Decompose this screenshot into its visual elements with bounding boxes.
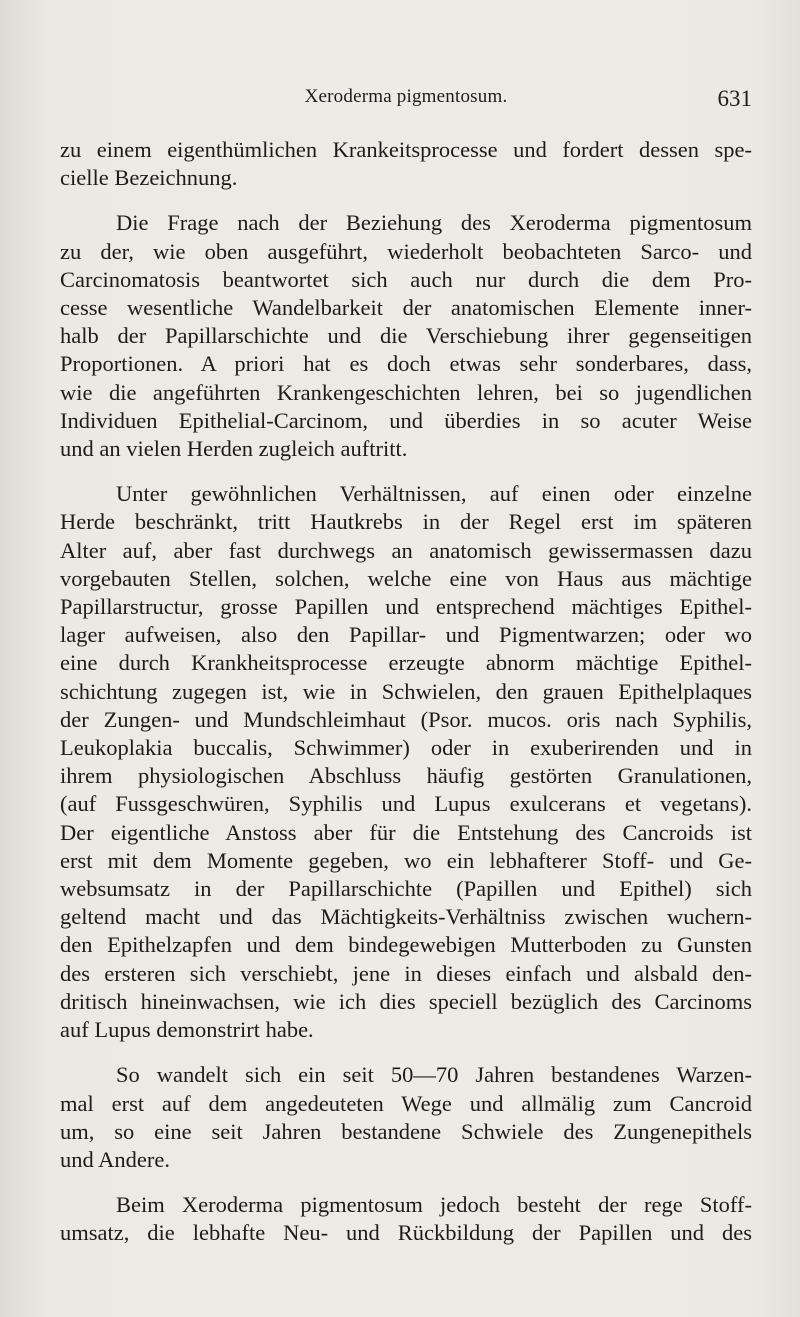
text-line: Der eigentliche Anstoss aber für die Entstehung des Cancroids ist	[60, 819, 752, 845]
text-line: Carcinomatosis beantwortet sich auch nur durch die dem Pro-	[60, 266, 752, 292]
text-line: vorgebauten Stellen, solchen, welche eine von Haus aus mächtige	[60, 565, 752, 591]
text-line: Proportionen. A priori hat es doch etwas sehr sonderbares, dass,	[60, 351, 752, 377]
text-line: umsatz, die lebhafte Neu- und Rückbildung der Papillen und des	[60, 1220, 752, 1246]
body-text	[60, 136, 752, 1248]
text-line: des ersteren sich verschiebt, jene in dieses einfach und alsbald den-	[60, 960, 752, 986]
text-line: lager aufweisen, also den Papillar- und Pigmentwarzen; oder wo	[60, 622, 752, 648]
text-line: dritisch hineinwachsen, wie ich dies speciell bezüglich des Carcinoms	[60, 988, 752, 1014]
text-line: Herde beschränkt, tritt Hautkrebs in der Regel erst im späteren	[60, 509, 752, 535]
text-line: Beim Xeroderma pigmentosum jedoch besteht der rege Stoff-	[116, 1192, 752, 1218]
text-line: halb der Papillarschichte und die Verschiebung ihrer gegenseitigen	[60, 323, 752, 349]
paragraph	[60, 136, 752, 192]
text-line: um, so eine seit Jahren bestandene Schwiele des Zungenepithels	[60, 1118, 752, 1144]
running-head: Xeroderma pigmentosum.	[304, 86, 508, 107]
paragraph	[60, 1191, 752, 1247]
text-line: mal erst auf dem angedeuteten Wege und allmälig zum Cancroid	[60, 1090, 752, 1116]
text-line: Alter auf, aber fast durchwegs an anatomisch gewissermassen dazu	[60, 537, 752, 563]
text-line: zu einem eigenthümlichen Krankeitsprocesse und fordert dessen spe-	[60, 137, 752, 162]
paragraph	[60, 480, 752, 1044]
text-line: erst mit dem Momente gegeben, wo ein lebhafterer Stoff- und Ge-	[60, 847, 752, 873]
text-line: eine durch Krankheitsprocesse erzeugte abnorm mächtige Epithel-	[60, 650, 752, 676]
text-line: Individuen Epithelial-Carcinom, und überdies in so acuter Weise	[60, 407, 752, 433]
text-line: cielle Bezeichnung.	[60, 165, 238, 191]
text-line: geltend macht und das Mächtigkeits-Verhältniss zwischen wuchern-	[60, 904, 752, 930]
paragraph	[60, 1061, 752, 1174]
text-line: Papillarstructur, grosse Papillen und entsprechend mächtiges Epithel-	[60, 594, 752, 620]
text-line: der Zungen- und Mundschleimhaut (Psor. mucos. oris nach Syphilis,	[60, 706, 752, 732]
text-line: So wandelt sich ein seit 50—70 Jahren bestandenes Warzen-	[116, 1062, 752, 1088]
text-line: auf Lupus demonstrirt habe.	[60, 1017, 314, 1043]
text-line: Die Frage nach der Beziehung des Xeroderma pigmentosum	[116, 210, 752, 236]
text-line: ihrem physiologischen Abschluss häufig gestörten Granulationen,	[60, 763, 752, 789]
page-number: 631	[717, 86, 752, 111]
text-line: schichtung zugegen ist, wie in Schwielen, den grauen Epithelplaques	[60, 678, 752, 704]
page-header	[60, 86, 752, 118]
text-line: Leukoplakia buccalis, Schwimmer) oder in exuberirenden und in	[60, 735, 752, 761]
text-line: und Andere.	[60, 1146, 170, 1172]
text-line: wie die angeführten Krankengeschichten lehren, bei so jugendlichen	[60, 379, 752, 405]
text-line: (auf Fussgeschwüren, Syphilis und Lupus exulcerans et vegetans).	[60, 791, 752, 817]
text-line: websumsatz in der Papillarschichte (Papillen und Epithel) sich	[60, 876, 752, 902]
text-line: den Epithelzapfen und dem bindegewebigen Mutterboden zu Gunsten	[60, 932, 752, 958]
text-line: und an vielen Herden zugleich auftritt.	[60, 436, 408, 462]
text-line: Unter gewöhnlichen Verhältnissen, auf einen oder einzelne	[116, 481, 752, 507]
text-line: zu der, wie oben ausgeführt, wiederholt beobachteten Sarco- und	[60, 238, 752, 264]
paragraph	[60, 209, 752, 463]
text-line: cesse wesentliche Wandelbarkeit der anatomischen Elemente inner-	[60, 295, 752, 321]
